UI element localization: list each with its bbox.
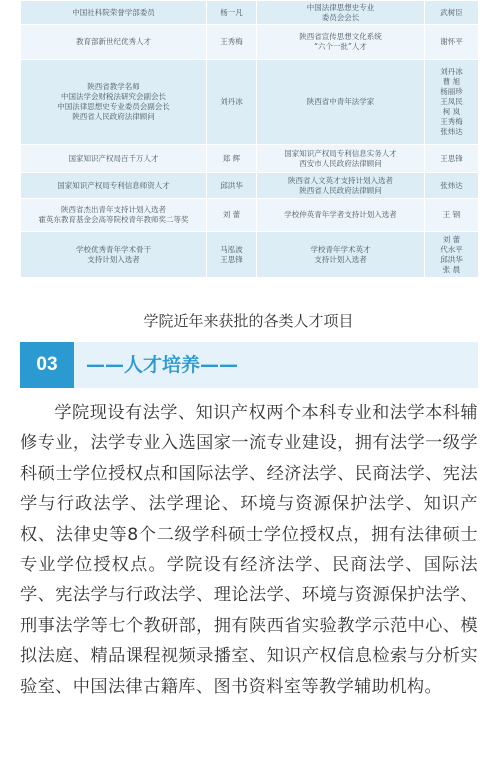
section-title: ——人才培养—— — [86, 354, 239, 376]
table-cell: 陕西省中青年法学家 — [257, 60, 425, 145]
table-cell: 陕西省杰出青年支持计划入选者 霍英东教育基金会高等院校青年教师奖二等奖 — [21, 199, 207, 232]
table-cell: 陕西省人文英才支持计划入选者 陕西省人民政府法律顾问 — [257, 173, 425, 199]
table-row — [21, 173, 479, 199]
table-cell: 学校青年学术英才 支持计划入选者 — [257, 232, 425, 278]
table-cell: 郑 辉 — [207, 145, 257, 173]
table-cell: 王 钢 — [425, 199, 479, 232]
table-cell: 中国法律思想史专业 委员会会长 — [257, 1, 425, 25]
table-cell: 谢怀平 — [425, 25, 479, 60]
table-cell: 王思锋 — [425, 145, 479, 173]
table-cell: 邱洪华 — [207, 173, 257, 199]
table-cell: 刘 蕾 — [207, 199, 257, 232]
table-cell: 武树臣 — [425, 1, 479, 25]
table-row — [21, 25, 479, 60]
talent-table — [20, 0, 479, 278]
table-cell: 学校仲英青年学者支持计划入选者 — [257, 199, 425, 232]
table-caption: 学院近年来获批的各类人才项目 — [143, 312, 354, 330]
section-header — [20, 342, 478, 388]
table-cell: 刘 蕾 代水平 邱洪华 张 晨 — [425, 232, 479, 278]
table-row — [21, 60, 479, 145]
table-cell: 学校优秀青年学术骨干 支持计划入选者 — [21, 232, 207, 278]
table-cell: 杨一凡 — [207, 1, 257, 25]
table-cell: 马泓波 王思锋 — [207, 232, 257, 278]
table-cell: 国家知识产权局百千万人才 — [21, 145, 207, 173]
table-cell: 王秀梅 — [207, 25, 257, 60]
body-text — [20, 398, 478, 702]
table-cell: 教育部新世纪优秀人才 — [21, 25, 207, 60]
table-cell: 国家知识产权局专利信息师资人才 — [21, 173, 207, 199]
table-row — [21, 199, 479, 232]
table-cell: 陕西省教学名师 中国法学会财税法研究会副会长 中国法律思想史专业委员会副会长 陕西省人民政府法律顾问 — [21, 60, 207, 145]
talent-table-body — [21, 1, 479, 278]
table-cell: 国家知识产权局专利信息实务人才 西安市人民政府法律顾问 — [257, 145, 425, 173]
body-paragraph: 学院现设有法学、知识产权两个本科专业和法学本科辅修专业，法学专业入选国家一流专业建设，拥有法学一级学科硕士学位授权点和国际法学、经济法学、民商法学、宪法学与行政法学、法学理论、环境与资源保护法学、知识产权、法律史等8个二级学科硕士学位授权点，拥有法律硕士专业学位授权点。学院设有经济法学、民商法学、国际法学、宪法学与行政法学、理论法学、环境与资源保护法学、刑事法学等七个教研部，拥有陕西省实验教学示范中心、模拟法庭、精品课程视频录播室、知识产权信息检索与分析实验室、中国法律古籍库、图书资料室等教学辅助机构。 — [20, 403, 478, 697]
table-row — [21, 1, 479, 25]
table-cell: 张炜达 — [425, 173, 479, 199]
table-cell: 陕西省宣传思想文化系统 “六个一批”人才 — [257, 25, 425, 60]
table-cell: 刘丹冰 曹 旭 杨丽珍 王凤民 柯 岚 王秀梅 张炜达 — [425, 60, 479, 145]
table-cell: 中国社科院荣誉学部委员 — [21, 1, 207, 25]
table-row — [21, 145, 479, 173]
table-row — [21, 232, 479, 278]
table-cell: 刘丹冰 — [207, 60, 257, 145]
talent-table-wrapper — [20, 0, 478, 278]
section-number: 03 — [20, 342, 74, 388]
